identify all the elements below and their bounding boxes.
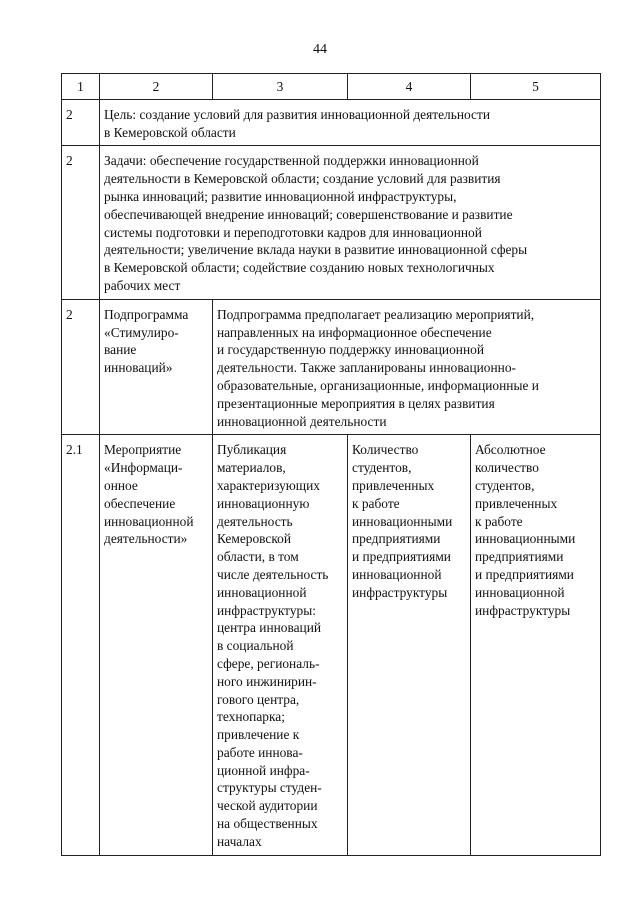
- measure-indicator: Количество студентов, привлеченных к работе инновационными предприятиями и предприятиями инновационной инфраструктуры: [348, 435, 471, 855]
- goal-text: Цель: создание условий для развития инновационной деятельности в Кемеровской области: [100, 99, 601, 146]
- goal-row: [62, 99, 601, 146]
- subprogram-description: Подпрограмма предполагает реализацию мероприятий, направленных на информационное обеспечение и государственную поддержку инновационной деятельности. Также запланированы инновационно- образовательные, организационные, информационные и презентационные мероприятия в целях развития инновационной деятельности: [213, 299, 601, 435]
- column-header-4: 4: [348, 74, 471, 100]
- table-header-row: [62, 74, 601, 100]
- column-header-1: 1: [62, 74, 100, 100]
- column-header-5: 5: [471, 74, 601, 100]
- subprogram-row-number: 2: [62, 299, 100, 435]
- tasks-text: Задачи: обеспечение государственной поддержки инновационной деятельности в Кемеровской области; создание условий для развития рынка инноваций; развитие инновационной инфраструктуры, обеспечивающей внедрение инноваций; совершенствование и развитие системы подготовки и переподготовки кадров для инновационной деятельности; увеличение вклада науки в развитие инновационной сферы в Кемеровской области; содействие созданию новых технологичных рабочих мест: [100, 146, 601, 299]
- subprogram-row: [62, 299, 601, 435]
- column-header-2: 2: [100, 74, 213, 100]
- goal-row-number: 2: [62, 99, 100, 146]
- measure-description: Публикация материалов, характеризующих инновационную деятельность Кемеровской области, в том числе деятельность инновационной инфраструктуры: центра инноваций в социальной сфере, региональ- ного инжинирин- гового центра, технопарка; привлечение к работе иннова- ционной инфра- структуры студен- ческой аудитории на общественных началах: [213, 435, 348, 855]
- page-number: 44: [313, 42, 327, 57]
- program-table: [61, 73, 601, 856]
- column-header-3: 3: [213, 74, 348, 100]
- subprogram-name: Подпрограмма «Стимулиро- вание инноваций»: [100, 299, 213, 435]
- measure-row: [62, 435, 601, 855]
- measure-row-number: 2.1: [62, 435, 100, 855]
- measure-name: Мероприятие «Информаци- онное обеспечение инновационной деятельности»: [100, 435, 213, 855]
- measure-formula: Абсолютное количество студентов, привлеченных к работе инновационными предприятиями и предприятиями инновационной инфраструктуры: [471, 435, 601, 855]
- tasks-row-number: 2: [62, 146, 100, 299]
- tasks-row: [62, 146, 601, 299]
